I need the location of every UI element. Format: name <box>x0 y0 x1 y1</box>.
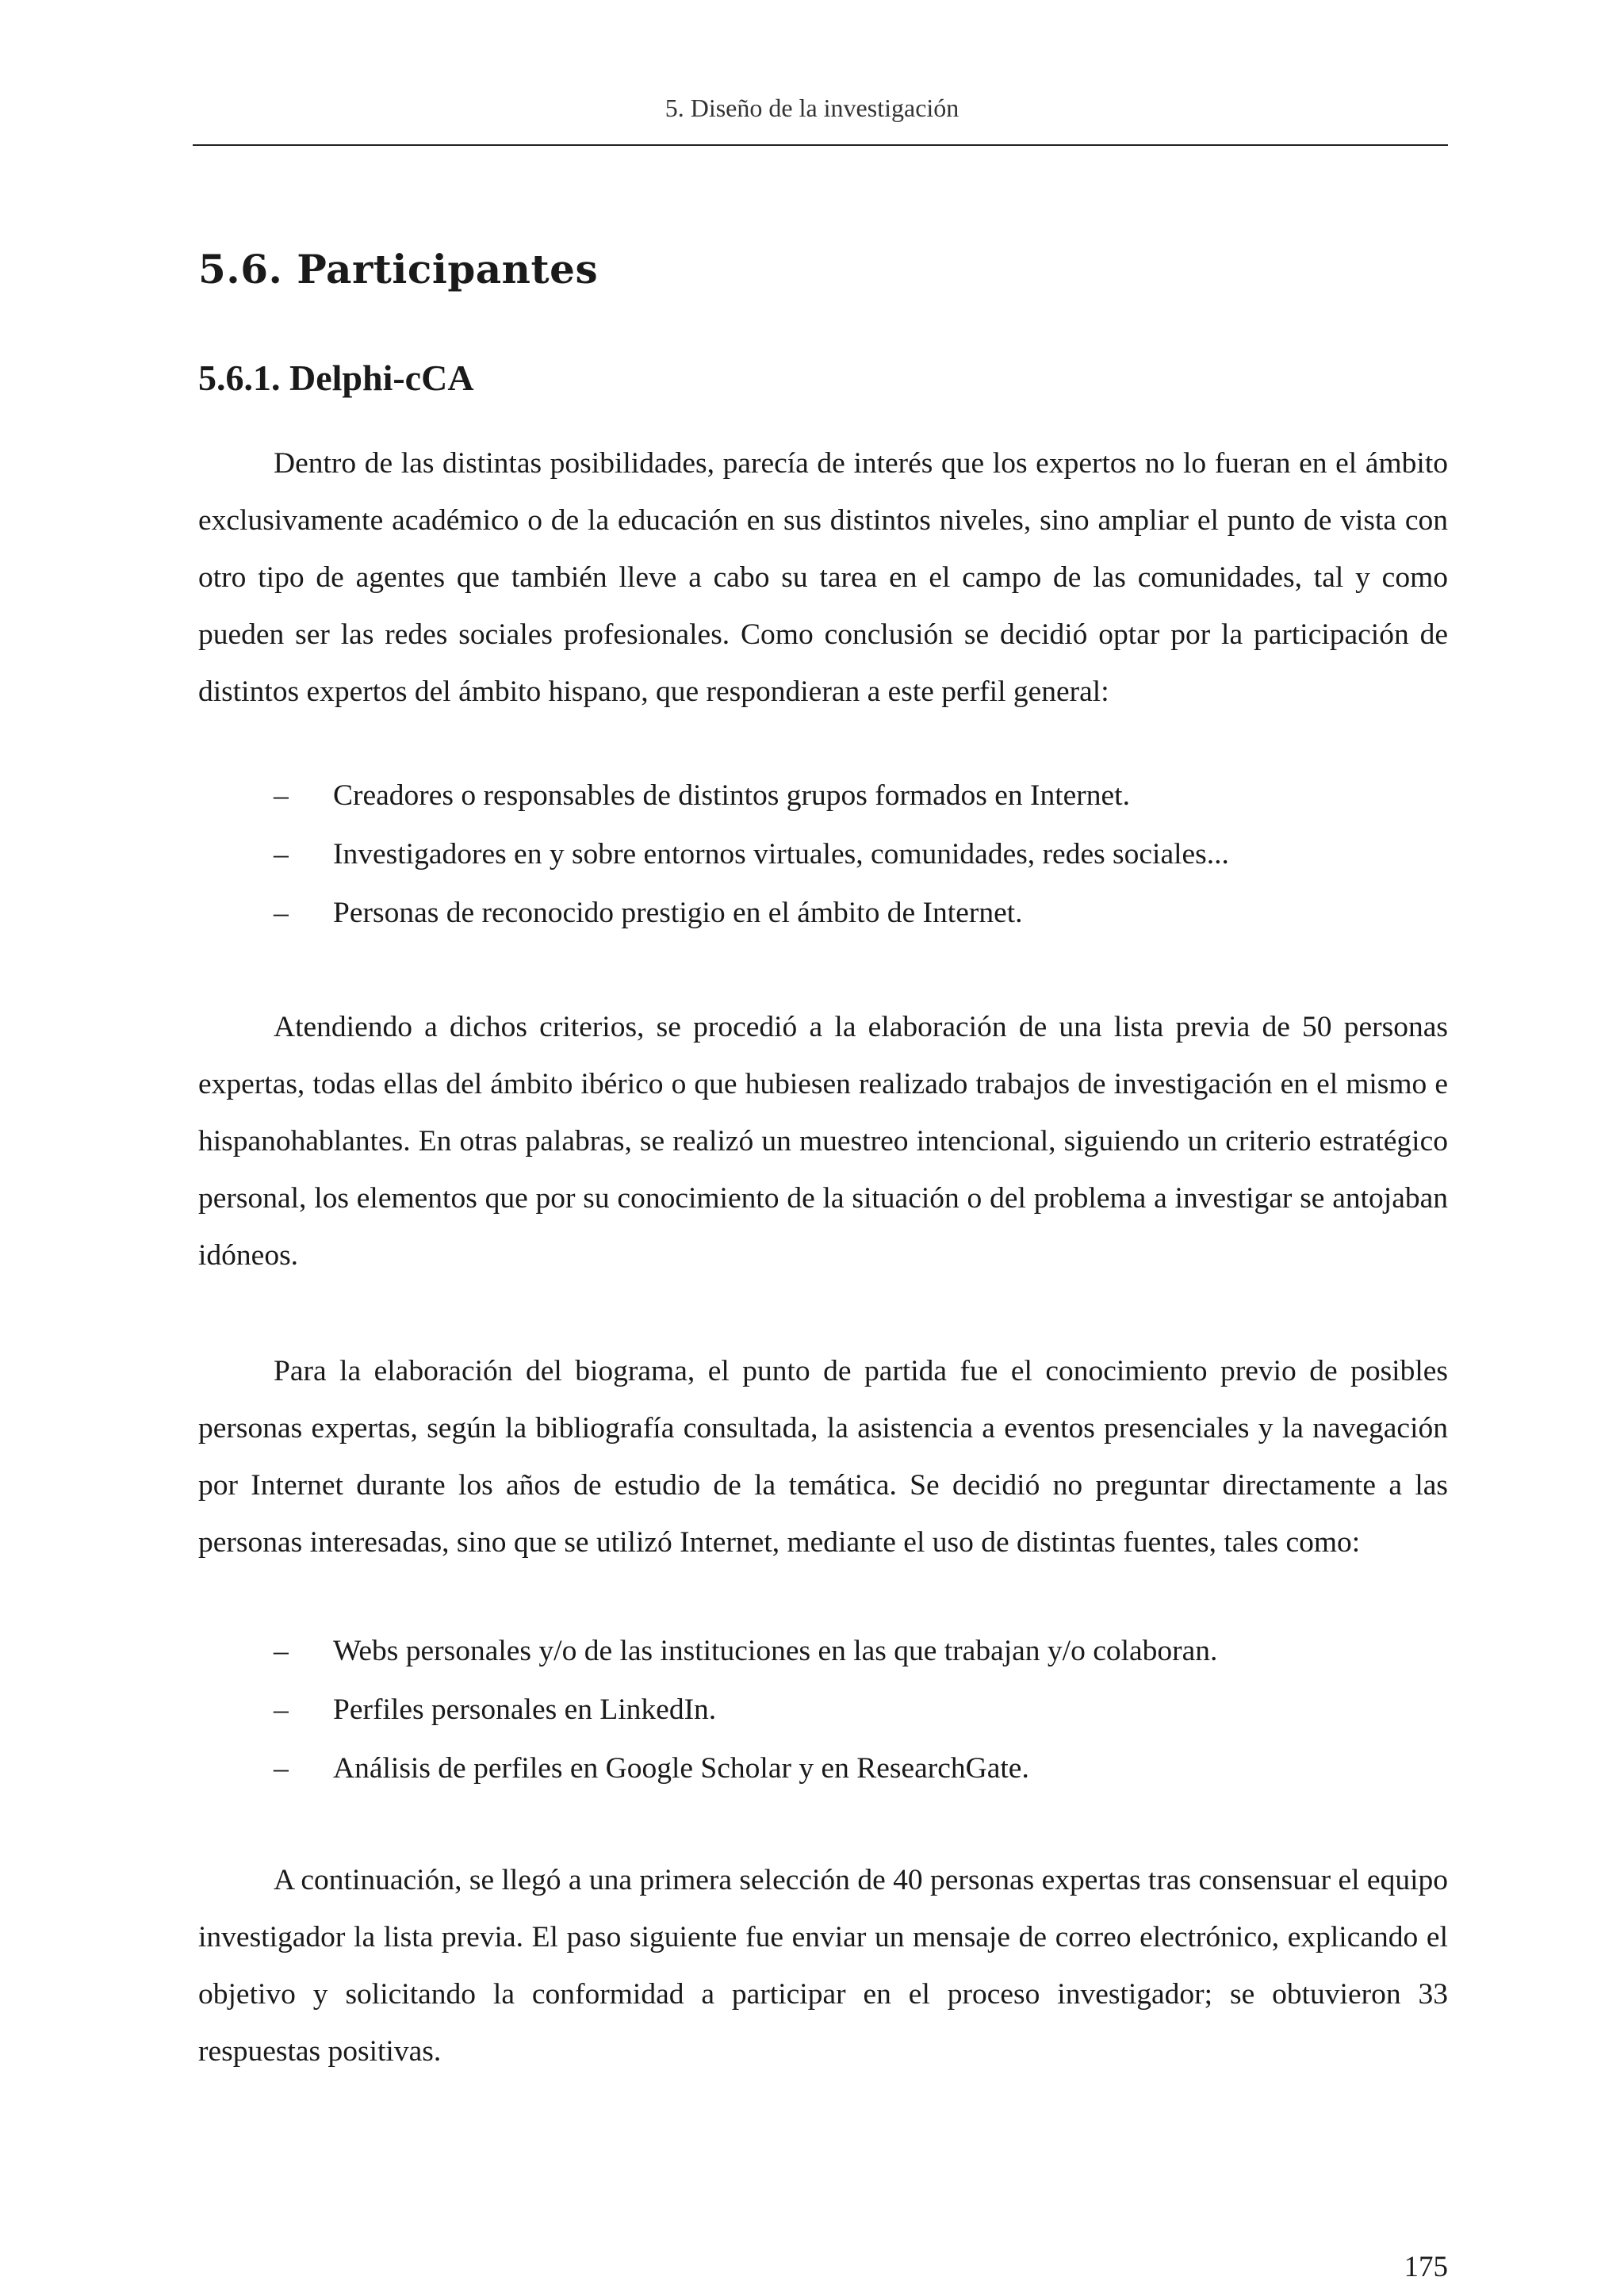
list-dash: – <box>274 779 289 812</box>
list-item-text: Personas de reconocido prestigio en el ámbito de Internet. <box>333 897 1023 929</box>
list-item <box>198 884 1448 943</box>
running-header: 5. Diseño de la investigación <box>665 94 959 122</box>
paragraph-text: Dentro de las distintas posibilidades, parecía de interés que los expertos no lo fueran en el ámbito exclusivamente académico o de la educación en sus distintos niveles, sino ampliar el punto de vista con otro tipo de agentes que también lleve a cabo su tarea en el campo de las comunidades, tal y como pueden ser las redes sociales profesionales. Como conclusión se decidió optar por la participación de distintos expertos del ámbito hispano, que respondieran a este perfil general: <box>198 447 1448 708</box>
list-item <box>198 1681 1448 1739</box>
paragraph-biograma <box>198 1343 1448 1571</box>
header-rule <box>193 144 1448 146</box>
paragraph-text: Para la elaboración del biograma, el punto de partida fue el conocimiento previo de posibles personas expertas, según la bibliografía consultada, la asistencia a eventos presenciales y la navegación por Internet durante los años de estudio de la temática. Se decidió no preguntar directamente a las personas interesadas, sino que se utilizó Internet, mediante el uso de distintas fuentes, tales como: <box>198 1355 1448 1559</box>
list-dash: – <box>274 838 289 871</box>
list-item-text: Perfiles personales en LinkedIn. <box>333 1693 717 1726</box>
list-item <box>198 1739 1448 1798</box>
list-item <box>198 1622 1448 1681</box>
list-dash: – <box>274 1693 289 1726</box>
list-item <box>198 767 1448 825</box>
section-title: 5.6. Participantes <box>198 246 599 293</box>
list-item-text: Creadores o responsables de distintos grupos formados en Internet. <box>333 779 1130 812</box>
list-dash: – <box>274 1635 289 1667</box>
paragraph-criteria <box>198 999 1448 1284</box>
list-item <box>198 825 1448 884</box>
paragraph-text: Atendiendo a dichos criterios, se procedió a la elaboración de una lista previa de 50 personas expertas, todas ellas del ámbito ibérico o que hubiesen realizado trabajos de investigación en el mismo e hispanohablantes. En otras palabras, se realizó un muestreo intencional, siguiendo un criterio estratégico personal, los elementos que por su conocimiento de la situación o del problema a investigar se antojaban idóneos. <box>198 1011 1448 1272</box>
list-item-text: Análisis de perfiles en Google Scholar y en ResearchGate. <box>333 1752 1029 1785</box>
paragraph-intro <box>198 435 1448 721</box>
profile-list <box>198 767 1448 943</box>
paragraph-text: A continuación, se llegó a una primera selección de 40 personas expertas tras consensuar el equipo investigador la lista previa. El paso siguiente fue enviar un mensaje de correo electrónico, explicando el objetivo y solicitando la conformidad a participar en el proceso investigador; se obtuvieron 33 respuestas positivas. <box>198 1864 1448 2068</box>
list-dash: – <box>274 897 289 929</box>
page-number: 175 <box>1404 2251 1448 2283</box>
paragraph-selection <box>198 1852 1448 2080</box>
list-item-text: Webs personales y/o de las instituciones en las que trabajan y/o colaboran. <box>333 1635 1218 1667</box>
sources-list <box>198 1622 1448 1798</box>
list-item-text: Investigadores en y sobre entornos virtuales, comunidades, redes sociales... <box>333 838 1229 871</box>
list-dash: – <box>274 1752 289 1785</box>
subsection-title: 5.6.1. Delphi-cCA <box>198 358 474 398</box>
